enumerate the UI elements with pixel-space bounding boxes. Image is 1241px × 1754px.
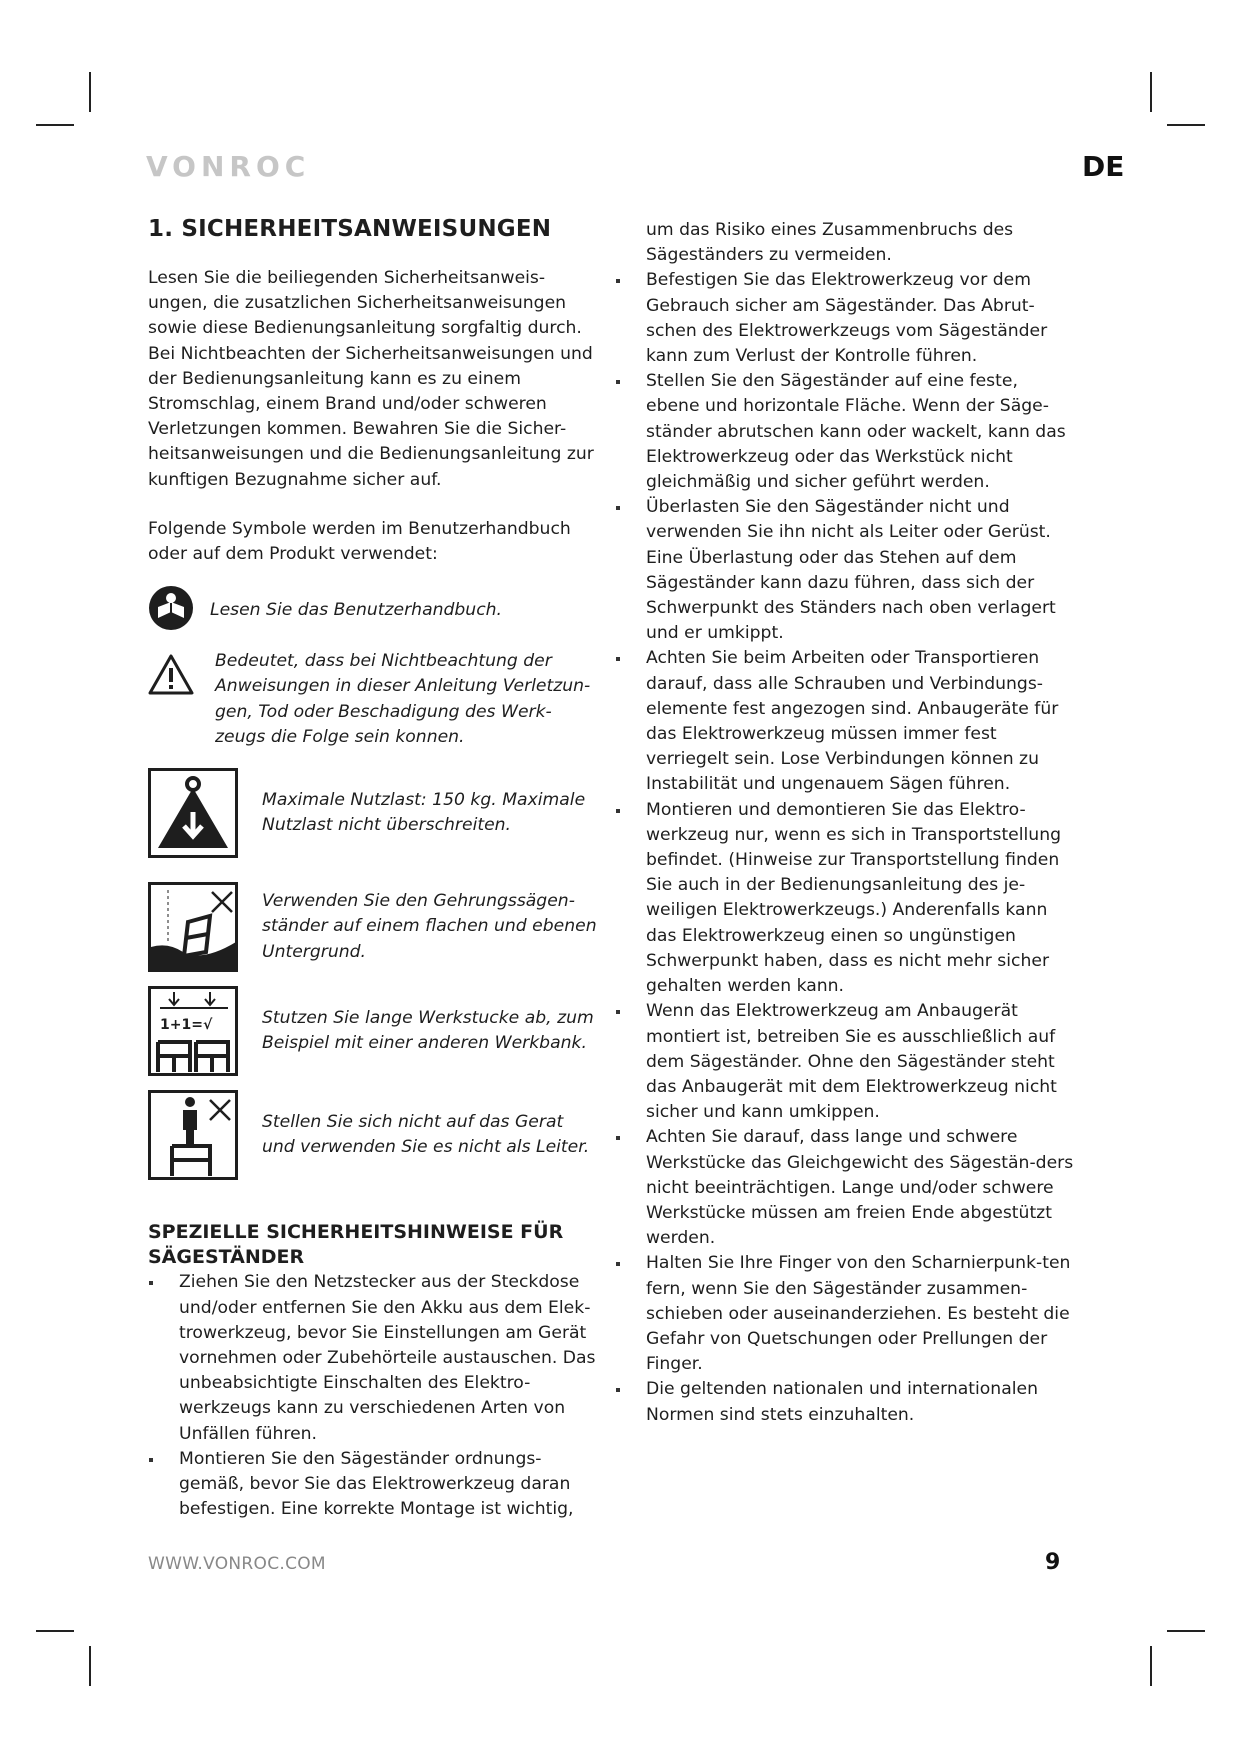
uneven-surface-icon: [148, 882, 238, 972]
language-code: DE: [1082, 150, 1125, 183]
symbol-read-manual: [148, 585, 600, 635]
support-icon-text: 1+1=√: [160, 1017, 213, 1034]
special-list-left: [148, 1270, 600, 1522]
max-load-icon: [148, 768, 238, 858]
right-column: [615, 218, 1075, 1428]
special-title: SPEZIELLE SICHERHEITSHINWEISE FÜR SÄGESTÄNDER: [148, 1221, 564, 1269]
list-item: Montieren Sie den Sägeständer ordnungs-gemäß, bevor Sie das Elektrowerkzeug daran befestigen. Eine korrekte Montage ist wichtig,: [148, 1447, 600, 1523]
list-item: Montieren und demontieren Sie das Elektro-werkzeug nur, wenn es sich in Transportstellung befindet. (Hinweise zur Transportstellung finden Sie auch in der Bedienungsanleitung des je-weiligen Elektrowerkzeugs.) Anderenfalls kann das Elektrowerkzeug einen so ungünstigen Schwerpunkt haben, dass es nicht mehr sicher gehalten werden kann.: [615, 798, 1075, 1000]
crop-mark: [36, 124, 74, 126]
support-icon: [148, 986, 238, 1076]
max-load-text: Maximale Nutzlast: 150 kg. Maximale Nutzlast nicht überschreiten.: [262, 789, 586, 836]
crop-mark: [1150, 1646, 1152, 1686]
symbols-intro: Folgende Symbole werden im Benutzerhandbuch oder auf dem Produkt verwendet:: [148, 518, 571, 565]
symbol-warning: [148, 649, 600, 750]
list-item: Wenn das Elektrowerkzeug am Anbaugerät montiert ist, betreiben Sie es ausschließlich auf dem Sägeständer. Ohne den Sägeständer steht das Anbaugerät mit dem Elektrowerkzeug nicht sicher und kann umkippen.: [615, 999, 1075, 1125]
symbol-no-ladder: [148, 1090, 600, 1180]
warning-text: Bedeutet, dass bei Nichtbeachtung der Anweisungen in dieser Anleitung Verletzun-gen, Tod oder Beschadigung des Werk-zeugs die Folge sein konnen.: [215, 651, 591, 747]
warning-icon: [148, 649, 196, 699]
symbol-flat-surface: [148, 882, 600, 972]
flat-surface-text: Verwenden Sie den Gehrungssägen-ständer auf einem flachen und ebenen Untergrund.: [262, 891, 597, 962]
crop-mark: [1150, 72, 1152, 112]
support-text: Stutzen Sie lange Werkstucke ab, zum Beispiel mit einer anderen Werkbank.: [262, 1007, 594, 1054]
brand-logo: VONROC: [146, 150, 311, 183]
crop-mark: [89, 1646, 91, 1686]
symbol-support: [148, 986, 600, 1076]
list-item: Die geltenden nationalen und internationalen Normen sind stets einzuhalten.: [615, 1377, 1075, 1427]
crop-mark: [89, 72, 91, 112]
crop-mark: [36, 1630, 74, 1632]
symbol-max-load: [148, 768, 600, 858]
continuation-text: um das Risiko eines Zusammenbruchs des Sägeständers zu vermeiden.: [646, 220, 1014, 266]
list-item: Halten Sie Ihre Finger von den Scharnierpunk-ten fern, wenn Sie den Sägeständer zusammen-schieben oder auseinanderziehen. Es besteht die Gefahr von Quetschungen oder Prellungen der Finger.: [615, 1251, 1075, 1377]
no-standing-icon: [148, 1090, 238, 1180]
list-item: Stellen Sie den Sägeständer auf eine feste, ebene und horizontale Fläche. Wenn der Säge-ständer abrutschen kann oder wackelt, kann das Elektrowerkzeug oder das Werkstück nicht gleichmäßig und sicher geführt werden.: [615, 369, 1075, 495]
left-column: [148, 216, 600, 1522]
list-item: Achten Sie darauf, dass lange und schwere Werkstücke das Gleichgewicht des Sägestän-ders nicht beeinträchtigen. Lange und/oder schwere Werkstücke müssen am freien Ende abgestützt werden.: [615, 1125, 1075, 1251]
read-manual-icon: [148, 585, 196, 635]
no-ladder-text: Stellen Sie sich nicht auf das Gerat und verwenden Sie es nicht als Leiter.: [262, 1111, 590, 1158]
crop-mark: [1167, 1630, 1205, 1632]
list-item: Ziehen Sie den Netzstecker aus der Steckdose und/oder entfernen Sie den Akku aus dem Elek-trowerkzeug, bevor Sie Einstellungen am Gerät vornehmen oder Zubehörteile austauschen. Das unbeabsichtigte Einschalten des Elektro-werkzeugs kann zu verschiedenen Arten von Unfällen führen.: [148, 1270, 600, 1446]
list-item: Überlasten Sie den Sägeständer nicht und verwenden Sie ihn nicht als Leiter oder Gerüst. Eine Überlastung oder das Stehen auf dem Sägeständer kann dazu führen, dass sich der Schwerpunkt des Ständers nach oben verlagert und er umkippt.: [615, 495, 1075, 646]
special-list-right: [615, 268, 1075, 1427]
read-manual-text: Lesen Sie das Benutzerhandbuch.: [210, 599, 503, 620]
footer-url: WWW.VONROC.COM: [148, 1554, 326, 1574]
intro-paragraph: Lesen Sie die beiliegenden Sicherheitsanweis-ungen, die zusatzlichen Sicherheitsanweisungen sowie diese Bedienungsanleitung sorgfaltig durch. Bei Nichtbeachten der Sicherheitsanweisungen und der Bedienungsanleitung kann es zu einem Stromschlag, einem Brand und/oder schweren Verletzungen kommen. Bewahren Sie die Sicher-heitsanweisungen und die Bedienungsanleitung zur kunftigen Bezugnahme sicher auf.: [148, 268, 594, 490]
list-item: Befestigen Sie das Elektrowerkzeug vor dem Gebrauch sicher am Sägeständer. Das Abrut-schen des Elektrowerkzeugs vom Sägeständer kann zum Verlust der Kontrolle führen.: [615, 268, 1075, 369]
list-item: Achten Sie beim Arbeiten oder Transportieren darauf, dass alle Schrauben und Verbindungs-elemente fest angezogen sind. Anbaugeräte für das Elektrowerkzeug müssen immer fest verriegelt sein. Lose Verbindungen können zu Instabilität und ungenauem Sägen führen.: [615, 646, 1075, 797]
crop-mark: [1167, 124, 1205, 126]
section-title: 1. SICHERHEITSANWEISUNGEN: [148, 216, 552, 242]
page-number: 9: [1045, 1550, 1061, 1575]
